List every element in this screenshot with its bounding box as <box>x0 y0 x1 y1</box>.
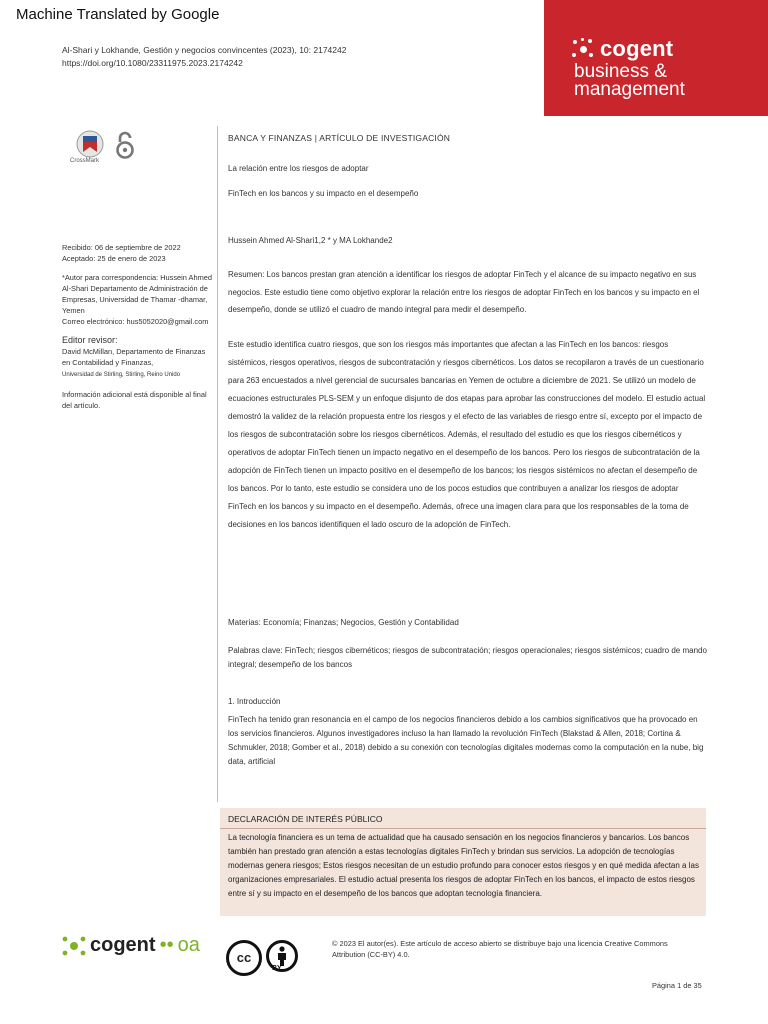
editor-affiliation: Universidad de Stirling, Stirling, Reino Unido <box>62 372 181 378</box>
attribution-person-icon <box>266 940 298 972</box>
doi-link[interactable]: https://doi.org/10.1080/23311975.2023.2174242 <box>62 58 243 68</box>
editor-name: David McMillan, Departamento de Finanzas en Contabilidad y Finanzas, <box>62 347 206 367</box>
brand-subline-1: business & <box>574 61 667 82</box>
column-divider <box>217 126 218 802</box>
accepted-date: Aceptado: 25 de enero de 2023 <box>62 254 166 263</box>
brand-name: cogent <box>600 36 674 61</box>
creative-commons-icon[interactable]: cc <box>226 940 262 976</box>
license-text: © 2023 El autor(es). Este artículo de acceso abierto se distribuye bajo una licencia Creative Commons Attribution (CC-BY) 4.0. <box>332 939 668 959</box>
cogent-logo-icon <box>572 38 594 60</box>
brand-subline-2: management <box>574 79 685 100</box>
section-label: BANCA Y FINANZAS | ARTÍCULO DE INVESTIGACIÓN <box>228 133 451 143</box>
public-interest-heading: DECLARACIÓN DE INTERÉS PÚBLICO <box>228 814 383 824</box>
footer-logo-word: cogent <box>90 934 156 956</box>
cogent-oa-mark-icon <box>62 936 86 956</box>
subjects-line: Materias: Economía; Finanzas; Negocios, Gestión y Contabilidad <box>228 618 459 627</box>
article-sidebar <box>62 242 212 419</box>
public-interest-divider <box>220 828 706 829</box>
introduction-text: FinTech ha tenido gran resonancia en el campo de los negocios financieros debido a los cambios significativos que ha provocado en los servicios financieros. Algunos investigadores incluso la han llamado la revolución FinTech (Blakstad & Allen, 2018; Cortina & Schmukler, 2018; Gomber et al., 2018) debido a su conexión con tecnologías digitales modernas como la computación en la nube, big data, artificial <box>228 715 704 766</box>
editor-heading: Editor revisor: <box>62 335 118 345</box>
introduction-heading: 1. Introducción <box>228 697 281 706</box>
footer-logo-dots: •• <box>159 934 174 956</box>
public-interest-statement <box>220 808 706 916</box>
abstract-paragraph-2: Este estudio identifica cuatro riesgos, que son los riesgos más importantes que afectan a las FinTech en los bancos: riesgos sistémicos, riesgos operativos, riesgos de subcontratación y riesgos cibernéticos. Los datos se recopilaron a través de un cuestionario para 263 encuestados a nivel gerencial de sucursales bancarias en Yemen de octubre a diciembre de 2021. Se utilizó un modelo de ecuaciones estructurales PLS-SEM y un enfoque disjunto de dos etapas para aprobar las construcciones del modelo. El estudio actual demostró la validez de la relación propuesta entre los riesgos y el efecto de las variables de riesgo entre sí, excepto por el impacto de los riesgos de subcontratación sobre los riesgos cibernéticos. Además, el resultado del estudio es que los riesgos cibernéticos y operativos de adoptar FinTech tienen un impacto negativo en el desempeño de los bancos. Pero los riesgos de subcontratación de la adopción de FinTech tienen un impacto positivo en el desempeño de los bancos; los riesgos sistémicos no afectan el desempeño de los bancos. Por lo tanto, este estudio se considera uno de los pocos estudios que contribuyen a analizar los riesgos de adoptar FinTech en los bancos y su impacto en el desempeño. Además, ofrece una imagen clara para que los responsables de la toma de decisiones en los bancos identifiquen el lado oscuro de la adopción de FinTech. <box>228 340 706 529</box>
public-interest-body: La tecnología financiera es un tema de actualidad que ha causado sensación en los negocios financieros y bancarios. Los bancos también han prestado gran atención a estas tecnologías digitales FinTech y brindan sus servicios. La adopción de tecnologías modernas genera riesgos; Estos riesgos necesitan de un estudio profundo para conocer estos riesgos y en qué medida afectan a las organizaciones empresariales. El estudio actual presenta los riesgos de adoptar FinTech en los bancos, el impacto de estos riesgos entre sí y su impacto en el desempeño de los bancos que adoptan tecnología financiera. <box>228 833 699 898</box>
crossmark-label: CrossMark <box>70 158 100 164</box>
corresponding-author: *Autor para correspondencia: Hussein Ahmed Al-Shari Departamento de Administración de Empresas, Universidad de Thamar -dhamar, Yemen <box>62 273 212 315</box>
page-number: Página 1 de 35 <box>652 981 702 990</box>
abstract-paragraph-1: Resumen: Los bancos prestan gran atención a identificar los riesgos de adoptar FinTech y el alcance de su impacto negativo en sus negocios. Este estudio tiene como objetivo explorar la relación entre los riesgos de adoptar FinTech en los bancos y su impacto en el desempeño, donde se utilizó el cuadro de mando integral para medir el desempeño. <box>228 270 700 314</box>
article-title-line-1: La relación entre los riesgos de adoptar <box>228 164 369 173</box>
machine-translation-banner: Machine Translated by Google <box>16 6 220 23</box>
received-date: Recibido: 06 de septiembre de 2022 <box>62 243 181 252</box>
author-email[interactable]: Correo electrónico: hus5052020@gmail.com <box>62 317 209 326</box>
additional-info: Información adicional está disponible al final del artículo. <box>62 390 207 410</box>
cc-by-label: BY <box>272 965 282 972</box>
footer-logo-suffix: oa <box>177 934 200 956</box>
article-authors: Hussein Ahmed Al-Shari1,2 * y MA Lokhande2 <box>228 236 393 245</box>
cogent-oa-logo[interactable] <box>62 934 200 957</box>
journal-brand-block[interactable] <box>544 0 768 116</box>
keywords-line: Palabras clave: FinTech; riesgos cibernéticos; riesgos de subcontratación; riesgos operacionales; riesgos sistémicos; cuadro de mando integral; desempeño de los bancos <box>228 646 707 669</box>
citation-header <box>62 44 346 70</box>
article-title-line-2: FinTech en los bancos y su impacto en el desempeño <box>228 189 419 198</box>
open-access-lock-icon <box>114 130 136 160</box>
citation-text: Al-Shari y Lokhande, Gestión y negocios convincentes (2023), 10: 2174242 <box>62 45 347 55</box>
